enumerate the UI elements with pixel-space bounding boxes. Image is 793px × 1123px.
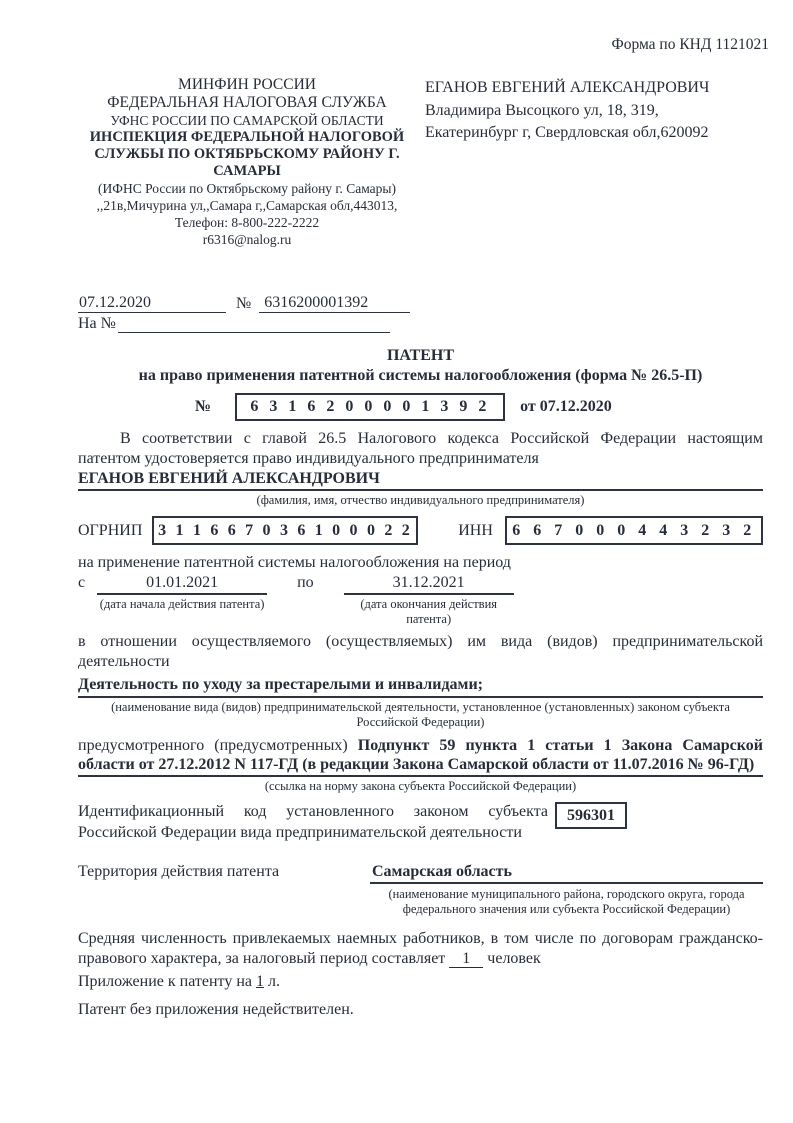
ogrnip-box: 3 1 1 6 6 7 0 3 6 1 0 0 0 2 2 xyxy=(152,516,418,545)
issuer-block xyxy=(78,76,416,248)
employees-unit: человек xyxy=(487,950,541,967)
territory-caption-line1: (наименование муниципального района, городского округа, города xyxy=(388,887,745,901)
attachment-pages: 1 xyxy=(256,973,264,990)
issuer-line-address: ,,21в,Мичурина ул,,Самара г,,Самарская обл,443013, xyxy=(96,198,398,213)
entrepreneur-name-caption: (фамилия, имя, отчество индивидуального предпринимателя) xyxy=(256,493,585,507)
patent-issue-date: от 07.12.2020 xyxy=(520,398,612,415)
patent-number-box: 6 3 1 6 2 0 0 0 0 1 3 9 2 xyxy=(235,393,505,421)
recipient-address-line2: Екатеринбург г, Свердловская обл,620092 xyxy=(425,124,709,141)
validity-note: Патент без приложения недействителен. xyxy=(78,1001,354,1018)
period-to-field xyxy=(344,574,514,627)
activity-code-section xyxy=(78,801,763,843)
period-intro: на применение патентной системы налогообложения на период xyxy=(78,554,511,571)
issuer-line-email: r6316@nalog.ru xyxy=(202,232,292,247)
activity-intro: в отношении осуществляемого (осуществляемых) им вида (видов) предпринимательской деятельности xyxy=(78,633,763,670)
issuer-line-short-name: (ИФНС России по Октябрьскому району г. Самары) xyxy=(98,181,396,196)
activity-code-box: 596301 xyxy=(555,802,627,829)
recipient-address-line1: Владимира Высоцкого ул, 18, 319, xyxy=(425,102,659,119)
patent-number-row xyxy=(78,393,763,421)
employees-paragraph xyxy=(78,929,763,969)
territory-value: Самарская область xyxy=(370,863,763,884)
form-code-label: Форма по КНД 1121021 xyxy=(611,36,769,53)
issuer-line-minfin: МИНФИН РОССИИ xyxy=(178,76,316,93)
activity-name: Деятельность по уходу за престарелыми и инвалидами; xyxy=(78,676,763,698)
territory-caption-line2: федерального значения или субъекта Российской Федерации) xyxy=(402,902,731,916)
issuer-line-phone: Телефон: 8-800-222-2222 xyxy=(174,215,320,230)
reply-reference-row xyxy=(78,315,763,333)
issuer-line-inspection-1: ИНСПЕКЦИЯ ФЕДЕРАЛЬНОЙ НАЛОГОВОЙ xyxy=(89,129,405,145)
reply-reference-label: На № xyxy=(78,315,116,332)
activity-code-label: Идентификационный код установленного законом субъекта Российской Федерации вида предпринимательской деятельности xyxy=(78,803,548,841)
period-from-caption: (дата начала действия патента) xyxy=(99,597,265,611)
period-to-caption: (дата окончания действия патента) xyxy=(360,597,498,626)
employees-count: 1 xyxy=(449,950,483,968)
reference-date: 07.12.2020 xyxy=(78,294,226,313)
attachment-prefix: Приложение к патенту на xyxy=(78,973,252,990)
territory-section xyxy=(78,863,763,917)
reference-number-sign: № xyxy=(236,295,252,312)
activity-name-caption-line2: Российской Федерации) xyxy=(356,715,485,729)
attachment-line xyxy=(78,972,763,992)
law-reference-text: Подпункт 59 пункта 1 статьи 1 Закона Самарской области от 27.12.2012 N 117-ГД (в редакции Закона Самарской области от 11.07.2016 № 96-ГД) xyxy=(78,737,764,773)
territory-captions xyxy=(370,887,763,917)
inn-label: ИНН xyxy=(458,521,493,539)
law-reference-caption: (ссылка на норму закона субъекта Российской Федерации) xyxy=(264,779,577,793)
attachment-suffix: л. xyxy=(268,973,280,990)
recipient-block xyxy=(425,76,763,248)
reference-number: 6316200001392 xyxy=(259,294,410,313)
territory-field xyxy=(370,863,763,917)
issuer-line-inspection-2: СЛУЖБЫ ПО ОКТЯБРЬСКОМУ РАЙОНУ Г. САМАРЫ xyxy=(94,146,400,179)
period-to-label: по xyxy=(297,574,314,591)
document-header xyxy=(78,76,763,248)
issuer-line-ufns: УФНС РОССИИ ПО САМАРСКОЙ ОБЛАСТИ xyxy=(110,113,384,128)
reply-reference-blank-line xyxy=(118,315,390,333)
period-to-date: 31.12.2021 xyxy=(344,574,514,595)
period-from-label: с xyxy=(78,574,86,591)
recipient-name: ЕГАНОВ ЕВГЕНИЙ АЛЕКСАНДРОВИЧ xyxy=(425,79,710,96)
entrepreneur-name: ЕГАНОВ ЕВГЕНИЙ АЛЕКСАНДРОВИЧ xyxy=(78,470,763,491)
issuer-line-fns: ФЕДЕРАЛЬНАЯ НАЛОГОВАЯ СЛУЖБА xyxy=(107,94,387,111)
inn-box: 6 6 7 0 0 0 4 4 3 2 3 2 xyxy=(505,516,763,545)
patent-subtitle: на право применения патентной системы налогообложения (форма № 26.5-П) xyxy=(138,367,703,384)
reference-row xyxy=(78,294,763,313)
document-content xyxy=(78,0,763,1020)
period-dates-row xyxy=(78,574,763,627)
law-reference-prefix: предусмотренного (предусмотренных) xyxy=(78,737,348,754)
patent-number-sign: № xyxy=(195,398,212,415)
employees-text: Средняя численность привлекаемых наемных работников, в том числе по договорам гражданско-правового характера, за налоговый период составляет xyxy=(78,930,763,967)
law-reference-paragraph xyxy=(78,736,763,777)
patent-title: ПАТЕНТ xyxy=(386,347,455,364)
period-from-date: 01.01.2021 xyxy=(97,574,267,595)
ogrnip-label: ОГРНИП xyxy=(78,521,143,539)
activity-name-caption-line1: (наименование вида (видов) предпринимательской деятельности, установленное (установленных) законом субъекта xyxy=(111,700,730,714)
period-from-field xyxy=(97,574,267,627)
intro-paragraph: В соответствии с главой 26.5 Налогового кодекса Российской Федерации настоящим патентом удостоверяется право индивидуального предпринимателя xyxy=(78,430,763,467)
registration-ids-row xyxy=(78,516,763,545)
territory-label: Территория действия патента xyxy=(78,863,280,880)
